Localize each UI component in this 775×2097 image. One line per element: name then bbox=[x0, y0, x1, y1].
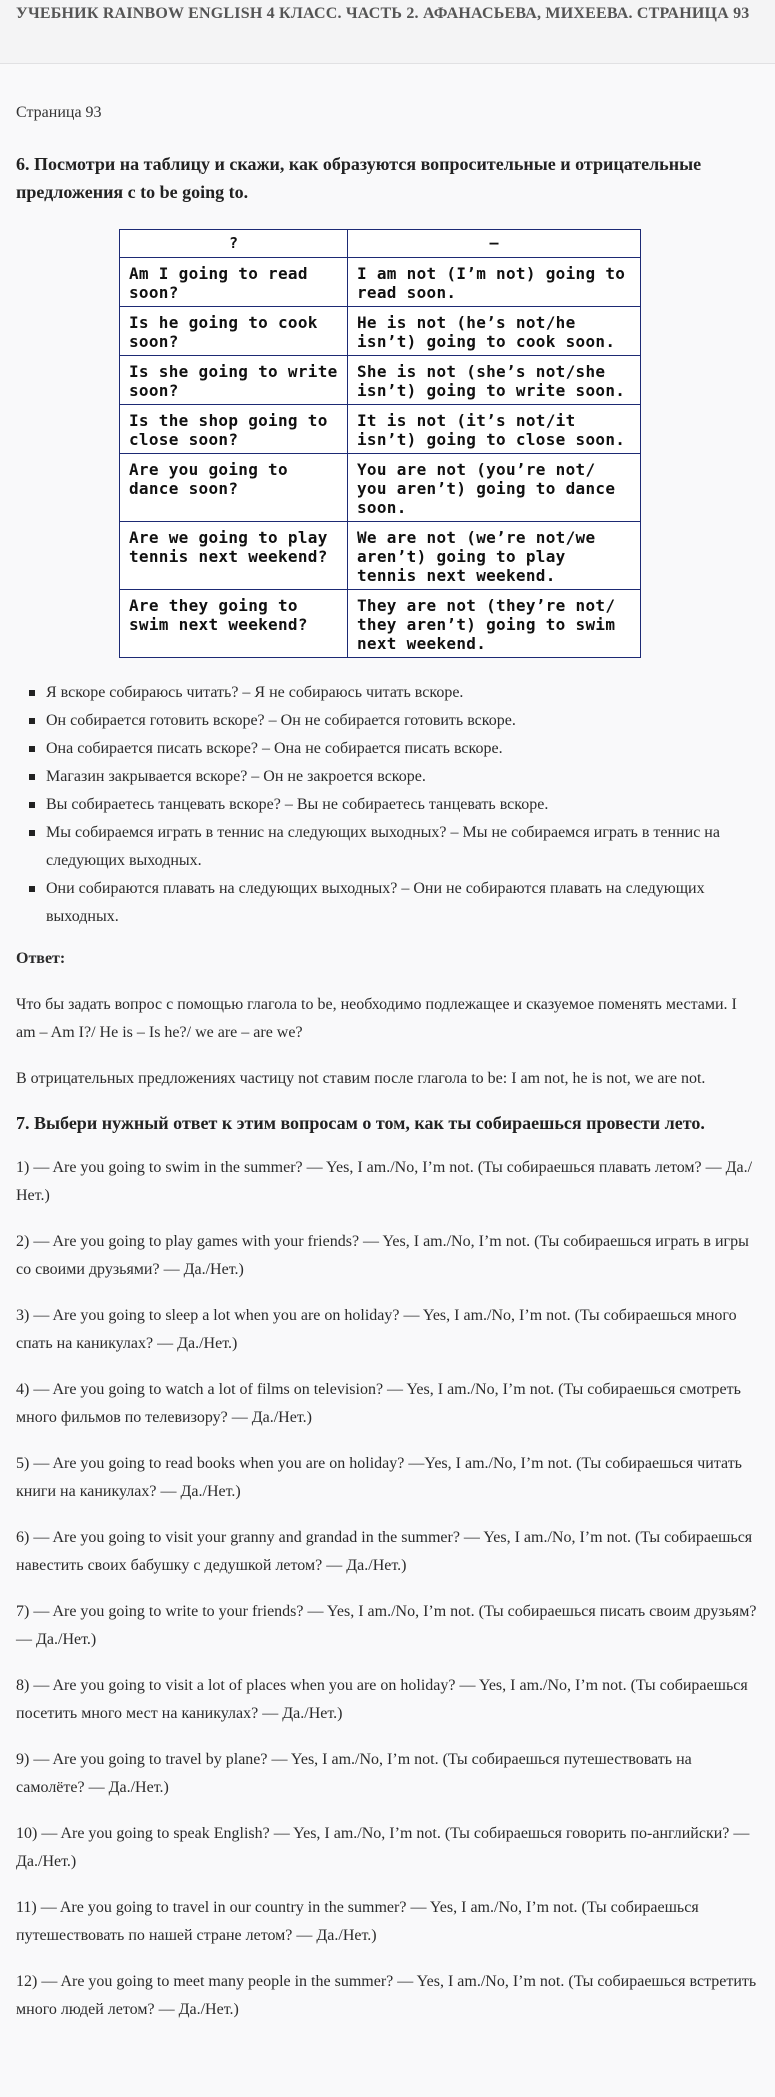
question-cell: Is she going to write soon? bbox=[120, 356, 348, 405]
table-row bbox=[120, 307, 641, 356]
translation-list bbox=[16, 679, 759, 931]
negative-cell: We are not (we’re not/we aren’t) going to play tennis next weekend. bbox=[348, 522, 641, 590]
negative-cell: They are not (they’re not/ they aren’t) going to swim next weekend. bbox=[348, 590, 641, 658]
negative-cell: I am not (I’m not) going to read soon. bbox=[348, 258, 641, 307]
list-item: Они собираются плавать на следующих выходных? – Они не собираются плавать на следующих выходных. bbox=[46, 875, 759, 931]
exercise-item: 7) — Are you going to write to your friends? — Yes, I am./No, I’m not. (Ты собираешься писать своим друзьям? — Да./Нет.) bbox=[16, 1603, 757, 1648]
answer-paragraph: В отрицательных предложениях частицу not ставим после глагола to be: I am not, he is not, we are not. bbox=[16, 1070, 706, 1087]
question-cell: Are you going to dance soon? bbox=[120, 454, 348, 522]
exercise-item: 4) — Are you going to watch a lot of films on television? — Yes, I am./No, I’m not. (Ты собираешься смотреть много фильмов по телевизору? — Да./Нет.) bbox=[16, 1381, 741, 1426]
exercise-item: 6) — Are you going to visit your granny and grandad in the summer? — Yes, I am./No, I’m not. (Ты собираешься навестить своих бабушку с дедушкой летом? — Да./Нет.) bbox=[16, 1529, 753, 1574]
page-number-label: Страница 93 bbox=[16, 104, 102, 121]
table-row bbox=[120, 258, 641, 307]
page-header bbox=[0, 0, 775, 64]
question-column-header: ? bbox=[120, 230, 348, 258]
exercise-item: 2) — Are you going to play games with your friends? — Yes, I am./No, I’m not. (Ты собираешься играть в игры со своими друзьями? — Да./Нет.) bbox=[16, 1233, 749, 1278]
negative-cell: It is not (it’s not/it isn’t) going to close soon. bbox=[348, 405, 641, 454]
table-row bbox=[120, 590, 641, 658]
exercise-item: 1) — Are you going to swim in the summer? — Yes, I am./No, I’m not. (Ты собираешься плавать летом? — Да./Нет.) bbox=[16, 1159, 753, 1204]
list-item: Он собирается готовить вскоре? – Он не собирается готовить вскоре. bbox=[46, 707, 759, 735]
grammar-table-image bbox=[119, 229, 759, 658]
task-7-heading: 7. Выбери нужный ответ к этим вопросам о том, как ты собираешься провести лето. bbox=[16, 1113, 705, 1133]
negative-cell: He is not (he’s not/he isn’t) going to cook soon. bbox=[348, 307, 641, 356]
question-cell: Are we going to play tennis next weekend? bbox=[120, 522, 348, 590]
list-item: Она собирается писать вскоре? – Она не собирается писать вскоре. bbox=[46, 735, 759, 763]
question-cell: Is he going to cook soon? bbox=[120, 307, 348, 356]
question-cell: Is the shop going to close soon? bbox=[120, 405, 348, 454]
negative-column-header: – bbox=[348, 230, 641, 258]
article-content bbox=[0, 64, 775, 2024]
table-row bbox=[120, 356, 641, 405]
exercise-item: 10) — Are you going to speak English? — Yes, I am./No, I’m not. (Ты собираешься говорить по-английски? — Да./Нет.) bbox=[16, 1825, 750, 1870]
table-header-row bbox=[120, 230, 641, 258]
table-row bbox=[120, 522, 641, 590]
task-6-heading: 6. Посмотри на таблицу и скажи, как образуются вопросительные и отрицательные предложения с to be going to. bbox=[16, 154, 702, 202]
table-row bbox=[120, 405, 641, 454]
answer-label: Ответ: bbox=[16, 950, 66, 967]
exercise-item: 9) — Are you going to travel by plane? — Yes, I am./No, I’m not. (Ты собираешься путешествовать на самолёте? — Да./Нет.) bbox=[16, 1751, 692, 1796]
negative-cell: You are not (you’re not/ you aren’t) going to dance soon. bbox=[348, 454, 641, 522]
exercise-item: 5) — Are you going to read books when you are on holiday? —Yes, I am./No, I’m not. (Ты собираешься читать книги на каникулах? — Да./Нет.) bbox=[16, 1455, 742, 1500]
page-title: УЧЕБНИК RAINBOW ENGLISH 4 КЛАСС. ЧАСТЬ 2. АФАНАСЬЕВА, МИХЕЕВА. СТРАНИЦА 93 bbox=[16, 5, 750, 22]
exercise-item: 11) — Are you going to travel in our country in the summer? — Yes, I am./No, I’m not. (Ты собираешься путешествовать по нашей стране летом? — Да./Нет.) bbox=[16, 1899, 699, 1944]
question-cell: Am I going to read soon? bbox=[120, 258, 348, 307]
question-cell: Are they going to swim next weekend? bbox=[120, 590, 348, 658]
exercise-item: 12) — Are you going to meet many people in the summer? — Yes, I am./No, I’m not. (Ты собираешься встретить много людей летом? — Да./Нет.) bbox=[16, 1973, 757, 2018]
list-item: Я вскоре собираюсь читать? – Я не собираюсь читать вскоре. bbox=[46, 679, 759, 707]
table-row bbox=[120, 454, 641, 522]
answer-paragraph: Что бы задать вопрос с помощью глагола to be, необходимо подлежащее и сказуемое поменять местами. I am – Am I?/ He is – Is he?/ we are – are we? bbox=[16, 996, 737, 1041]
list-item: Мы собираемся играть в теннис на следующих выходных? – Мы не собираемся играть в теннис на следующих выходных. bbox=[46, 819, 759, 875]
list-item: Магазин закрывается вскоре? – Он не закроется вскоре. bbox=[46, 763, 759, 791]
exercise-item: 3) — Are you going to sleep a lot when you are on holiday? — Yes, I am./No, I’m not. (Ты собираешься много спать на каникулах? — Да./Нет.) bbox=[16, 1307, 737, 1352]
negative-cell: She is not (she’s not/she isn’t) going to write soon. bbox=[348, 356, 641, 405]
grammar-table bbox=[119, 229, 641, 658]
exercise-item: 8) — Are you going to visit a lot of places when you are on holiday? — Yes, I am./No, I’m not. (Ты собираешься посетить много мест на каникулах? — Да./Нет.) bbox=[16, 1677, 748, 1722]
list-item: Вы собираетесь танцевать вскоре? – Вы не собираетесь танцевать вскоре. bbox=[46, 791, 759, 819]
